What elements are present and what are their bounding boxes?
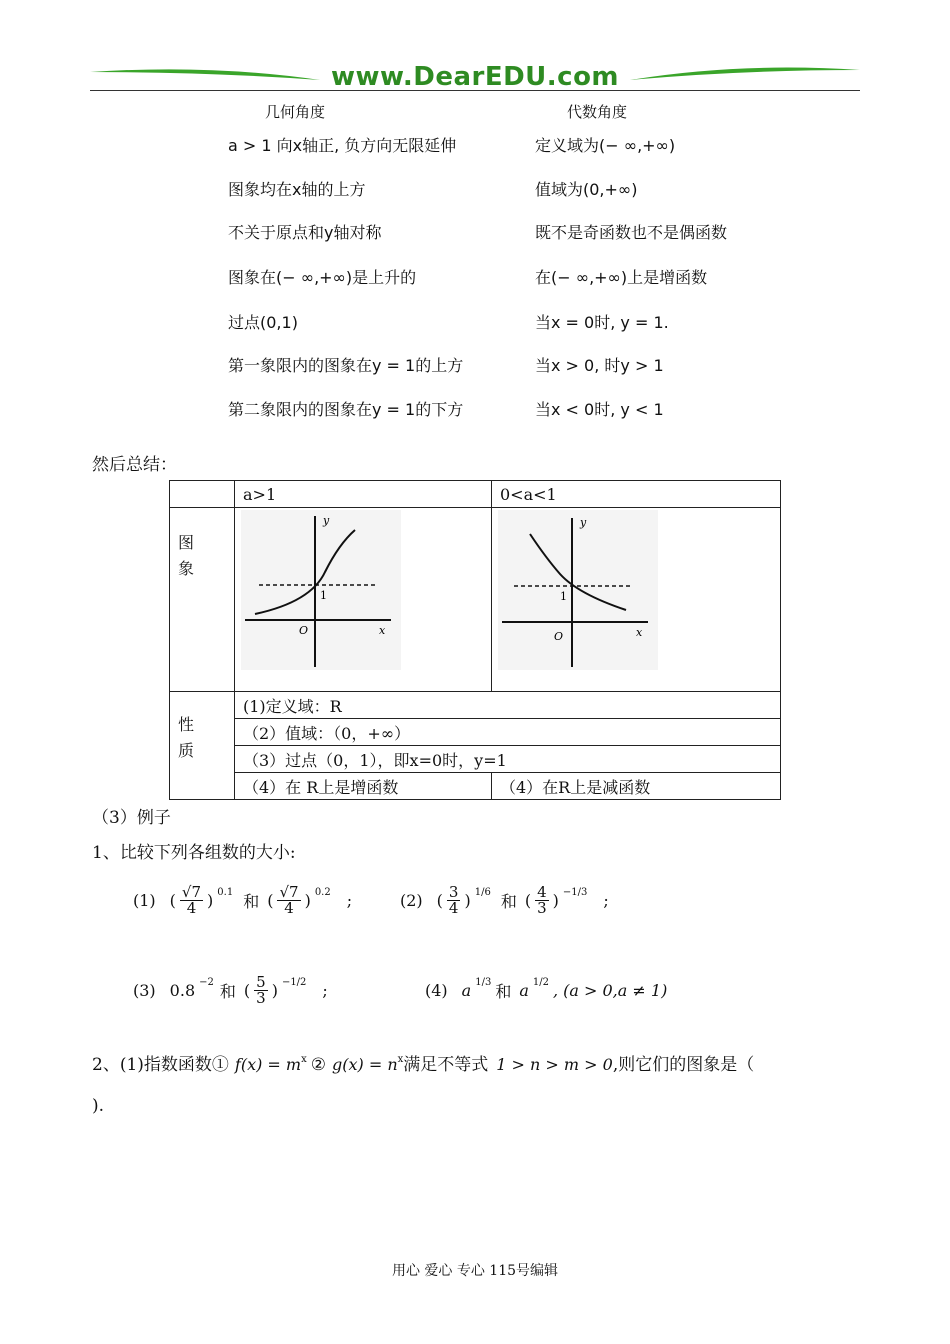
alg-row: 当x = 0时, y = 1.: [535, 313, 669, 332]
header-divider: [90, 90, 860, 91]
q2-line1: 2、(1)指数函数① f(x) = m x ② g(x) = n x 满足不等式 1 > n > m > 0 ,则它们的图象是（: [92, 1054, 755, 1075]
prop-decreasing: （4）在R上是减函数: [492, 773, 781, 800]
q1-part4: (4) a 1/3 和 a 1/2 , (a > 0,a ≠ 1): [425, 976, 668, 1001]
geo-heading: 几何角度: [265, 103, 326, 121]
graph-cell-decreasing: [492, 508, 781, 692]
q1-text: 1、比较下列各组数的大小:: [92, 843, 296, 863]
geo-row: 不关于原点和y轴对称: [228, 223, 382, 242]
alg-row: 定义域为(− ∞,+∞): [535, 136, 676, 155]
page-footer: 用心 爱心 专心 115号编辑: [391, 1263, 559, 1279]
geo-row: 第一象限内的图象在y = 1的上方: [228, 356, 464, 375]
graph-cell-increasing: [235, 508, 492, 692]
summary-intro: 然后总结：: [92, 455, 177, 475]
alg-row: 当x > 0, 时y > 1: [535, 356, 664, 375]
prop-range: （2）值域：（0，+∞）: [235, 719, 781, 746]
q1-part1: (1) ( $\frac{√7}{4}$ ) 0.1 和 ( $\frac{√7}{4}$ ) 0.2 ;: [133, 882, 353, 917]
prop-increasing: （4）在 R上是增函数: [235, 773, 492, 800]
part-label: (2): [400, 890, 423, 910]
decreasing-exp-graph: [498, 510, 658, 670]
alg-row: 在(− ∞,+∞)上是增函数: [535, 268, 708, 287]
row-label-graph: 图 象: [170, 508, 235, 692]
page-header: [90, 60, 860, 100]
q1-part2: (2) ( $\frac{3}{4}$ ) 1/6 和 ( $\frac{4}{3}$ ) −1/3 ;: [400, 882, 609, 917]
row-label-properties: 性 质: [170, 692, 235, 800]
origin-label: O: [554, 630, 564, 643]
prop-domain: (1)定义域：R: [235, 692, 781, 719]
part-label: (4): [425, 980, 448, 1000]
fraction: $\frac{5}{3}$: [256, 972, 266, 1007]
part-label: (3): [133, 980, 156, 1000]
alg-row: 值域为(0,+∞): [535, 180, 638, 199]
geo-row: 第二象限内的图象在y = 1的下方: [228, 400, 464, 419]
q1-part3: (3) 0.8 −2 和 ( $\frac{5}{3}$ ) −1/2 ;: [133, 972, 328, 1007]
header-cell-a-gt-1: a>1: [235, 481, 492, 508]
geo-row: 图象均在x轴的上方: [228, 180, 366, 199]
geo-row: 过点(0,1): [228, 313, 298, 332]
geo-row: 图象在(− ∞,+∞)是上升的: [228, 268, 417, 287]
q2-line2: ).: [92, 1096, 105, 1116]
origin-label: O: [299, 624, 309, 637]
x-axis-label: x: [379, 624, 386, 637]
prop-fixed-point: （3）过点（0，1），即x=0时，y=1: [235, 746, 781, 773]
y-axis-label: y: [580, 516, 587, 529]
part-label: (1): [133, 890, 156, 910]
header-cell-a-lt-1: 0<a<1: [492, 481, 781, 508]
alg-row: 既不是奇函数也不是偶函数: [535, 223, 728, 242]
x-axis-label: x: [636, 626, 643, 639]
fraction: $\frac{√7}{4}$: [181, 882, 202, 917]
one-label: 1: [320, 589, 327, 602]
geo-row: a > 1 向x轴正, 负方向无限延伸: [228, 136, 457, 155]
y-axis-label: y: [323, 514, 330, 527]
examples-heading: （3）例子: [92, 808, 171, 828]
table-corner-cell: [170, 481, 235, 508]
increasing-exp-graph: [241, 510, 401, 670]
site-logo[interactable]: www.DearEDU.com: [330, 62, 620, 92]
fraction: $\frac{√7}{4}$: [279, 882, 299, 917]
fraction: $\frac{3}{4}$: [448, 882, 459, 917]
alg-row: 当x < 0时, y < 1: [535, 400, 664, 419]
alg-heading: 代数角度: [567, 103, 628, 121]
summary-table: [169, 480, 781, 800]
one-label: 1: [560, 590, 567, 603]
fraction: $\frac{4}{3}$: [537, 882, 547, 917]
